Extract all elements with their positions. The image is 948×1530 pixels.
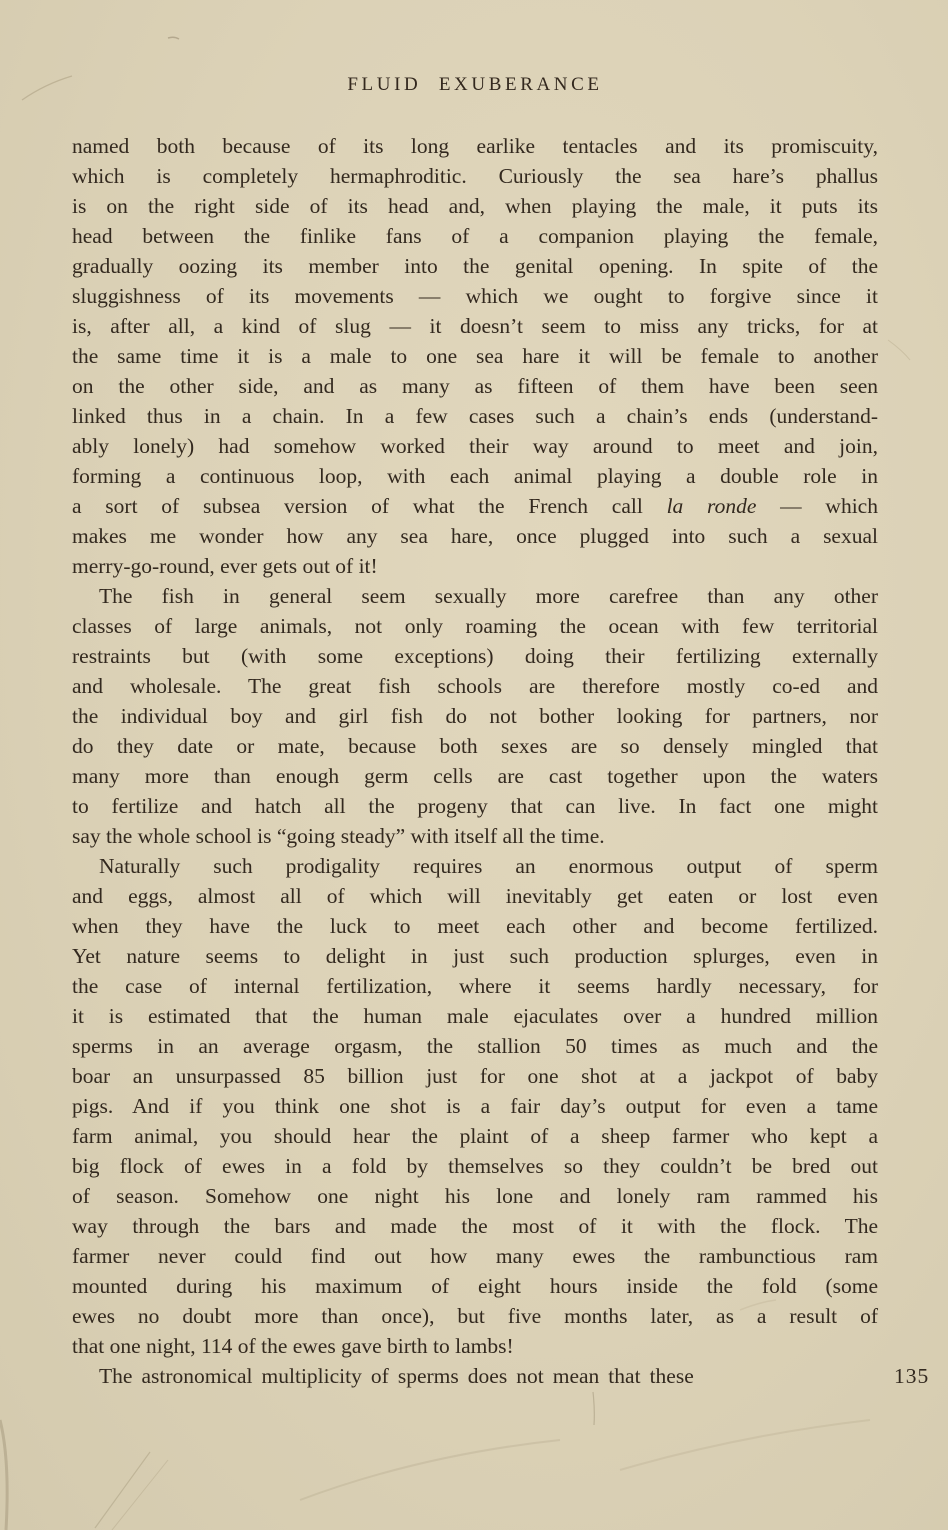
- text-line: many more than enough germ cells are cast together upon the waters: [72, 764, 878, 788]
- text-line: on the other side, and as many as fifteen of them have been seen: [72, 374, 878, 398]
- text-line: is, after all, a kind of slug — it doesn’t seem to miss any tricks, for at: [72, 314, 878, 338]
- page-number: 135: [894, 1364, 930, 1388]
- text-line: sluggishness of its movements — which we ought to forgive since it: [72, 284, 878, 308]
- text-line: head between the finlike fans of a companion playing the female,: [72, 224, 878, 248]
- text-line: and wholesale. The great fish schools are therefore mostly co-ed and: [72, 674, 878, 698]
- body-text: [72, 131, 878, 1391]
- text-line: mounted during his maximum of eight hours inside the fold (some: [72, 1274, 878, 1298]
- italic-phrase: la ronde: [666, 494, 757, 518]
- text-line: ewes no doubt more than once), but five months later, as a result of: [72, 1304, 878, 1328]
- text-line: a sort of subsea version of what the French call la ronde — which: [72, 494, 878, 518]
- text-line: of season. Somehow one night his lone and lonely ram rammed his: [72, 1184, 878, 1208]
- text-line: the individual boy and girl fish do not bother looking for partners, nor: [72, 704, 878, 728]
- text-line: say the whole school is “going steady” with itself all the time.: [72, 824, 605, 848]
- text-line: restraints but (with some exceptions) doing their fertilizing externally: [72, 644, 878, 668]
- text-line: when they have the luck to meet each other and become fertilized.: [72, 914, 878, 938]
- text-line: makes me wonder how any sea hare, once plugged into such a sexual: [72, 524, 878, 548]
- text-line: classes of large animals, not only roaming the ocean with few territorial: [72, 614, 878, 638]
- text-line: that one night, 114 of the ewes gave birth to lambs!: [72, 1334, 514, 1358]
- text-line: Naturally such prodigality requires an enormous output of sperm: [99, 854, 878, 878]
- text-line: the same time it is a male to one sea hare it will be female to another: [72, 344, 878, 368]
- text-line: named both because of its long earlike tentacles and its promiscuity,: [72, 134, 878, 158]
- text-line: linked thus in a chain. In a few cases such a chain’s ends (understand-: [72, 404, 878, 428]
- text-line: Yet nature seems to delight in just such production splurges, even in: [72, 944, 878, 968]
- text-line: forming a continuous loop, with each animal playing a double role in: [72, 464, 878, 488]
- text-line: which is completely hermaphroditic. Curiously the sea hare’s phallus: [72, 164, 878, 188]
- text-line: big flock of ewes in a fold by themselves so they couldn’t be bred out: [72, 1154, 878, 1178]
- text-line: way through the bars and made the most of it with the flock. The: [72, 1214, 878, 1238]
- text-line: The astronomical multiplicity of sperms does not mean that these: [99, 1364, 694, 1388]
- text-line: it is estimated that the human male ejaculates over a hundred million: [72, 1004, 878, 1028]
- text-line: sperms in an average orgasm, the stallion 50 times as much and the: [72, 1034, 878, 1058]
- text-line: do they date or mate, because both sexes are so densely mingled that: [72, 734, 878, 758]
- text-line: farmer never could find out how many ewes the rambunctious ram: [72, 1244, 878, 1268]
- text-line: merry-go-round, ever gets out of it!: [72, 554, 378, 578]
- running-header: FLUID EXUBERANCE: [347, 74, 603, 95]
- text-line: The fish in general seem sexually more carefree than any other: [99, 584, 878, 608]
- text-line: boar an unsurpassed 85 billion just for one shot at a jackpot of baby: [72, 1064, 878, 1088]
- text-line: is on the right side of its head and, when playing the male, it puts its: [72, 194, 878, 218]
- text-line: ably lonely) had somehow worked their way around to meet and join,: [72, 434, 878, 458]
- text-line: to fertilize and hatch all the progeny that can live. In fact one might: [72, 794, 878, 818]
- text-line: the case of internal fertilization, where it seems hardly necessary, for: [72, 974, 878, 998]
- text-line: pigs. And if you think one shot is a fair day’s output for even a tame: [72, 1094, 878, 1118]
- text-line: gradually oozing its member into the genital opening. In spite of the: [72, 254, 878, 278]
- text-line: and eggs, almost all of which will inevitably get eaten or lost even: [72, 884, 878, 908]
- text-line: farm animal, you should hear the plaint of a sheep farmer who kept a: [72, 1124, 878, 1148]
